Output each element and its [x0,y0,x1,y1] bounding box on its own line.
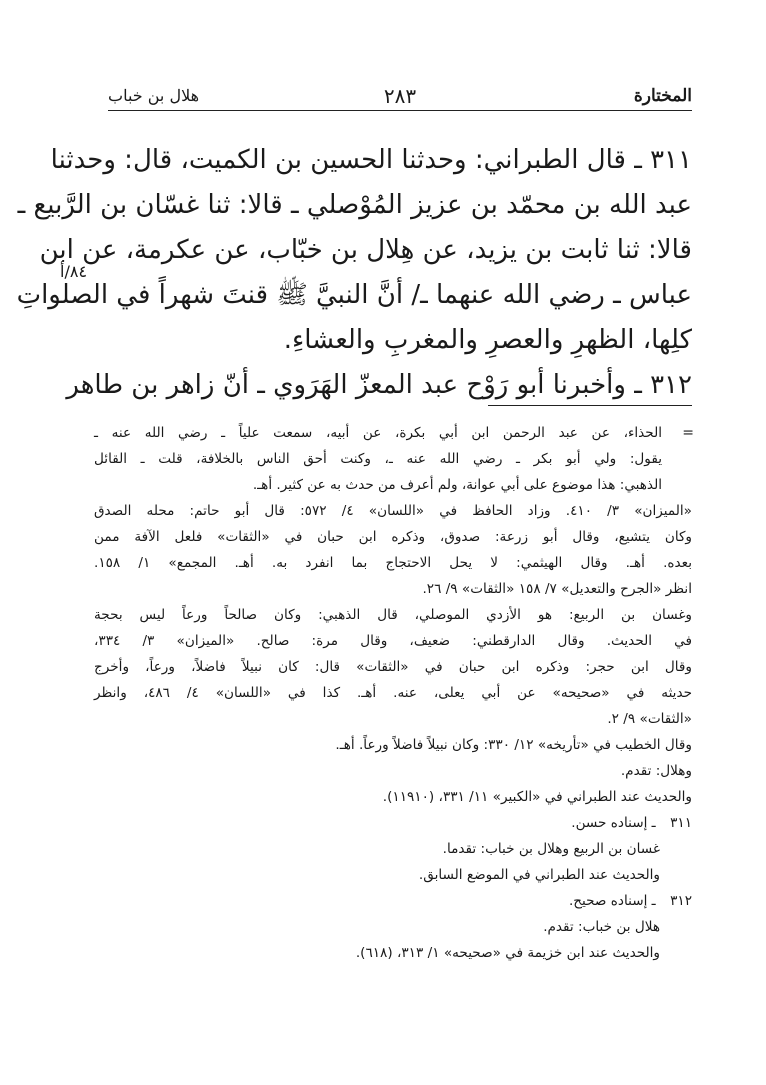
footnote-line: «الميزان» ٣/ ٤١٠. وزاد الحافظ في «اللسان» ٤/ ٥٧٢: قال أبو حاتم: محله الصدق [94,503,692,519]
footnote-line: وكان يتشيع، وقال أبو زرعة: صدوق، وذكره ابن حبان في «الثقات» فلعل الآفة ممن [94,529,692,545]
footnote-line: «الثقات» ٩/ ٢. [607,711,692,727]
footnote-item-312 [94,888,692,966]
footnote-line: والحديث عند الطبراني في «الكبير» ١١/ ٣٣١، (١١٩١٠). [382,789,692,805]
footnote-item-number: ٣١٢ [670,893,692,909]
main-text-line: ٣١١ ـ قال الطبراني: وحدثنا الحسين بن الكميت، قال: وحدثنا [50,145,692,175]
manuscript-folio-ref: ٨٤/أ [60,262,88,281]
footnotes [94,420,692,966]
footnote-line: ـ إسناده صحيح. [568,893,656,909]
footnote-line: انظر «الجرح والتعديل» ٧/ ١٥٨ «الثقات» ٩/ ٢٦. [422,581,692,597]
footnote-rule [488,405,692,406]
continuation-mark: = [682,425,694,441]
footnote-item-number: ٣١١ [670,815,692,831]
footnote-item-311 [94,810,692,888]
main-text-line: كلِها، الظهرِ والعصرِ والمغربِ والعشاءِ. [283,325,692,355]
main-text-line: قالا: ثنا ثابت بن يزيد، عن هِلال بن خبّاب، عن عكرمة، عن ابن [39,235,692,265]
header-book-title: المختارة [633,86,692,106]
footnote-line: في الحديث. وقال الدارقطني: ضعيف، وقال مرة: صالح. «الميزان» ٣/ ٣٣٤، [94,633,692,649]
page-number: ٢٨٣ [383,84,417,108]
page-header [108,80,692,110]
footnote-line: بعده. أهـ. وقال الهيثمي: لا يحل الاحتجاج بما انفرد به. أهـ. المجمع» ١/ ١٥٨. [94,555,692,571]
footnote-line: ـ إسناده حسن. [571,815,656,831]
main-text-line: عبد الله بن محمّد بن عزيز المُوْصلي ـ قالا: ثنا غسّان بن الرَّبيع ـ [17,190,692,220]
footnote-line: حديثه في «صحيحه» عن أبي يعلى، عنه. أهـ. كذا في «اللسان» ٤/ ٤٨٦، وانظر [94,685,692,701]
footnote-line: والحديث عند ابن خزيمة في «صحيحه» ١/ ٣١٣، (٦١٨). [355,945,660,961]
main-text-line: ٣١٢ ـ وأخبرنا أبو رَوْح عبد المعزّ الهَرَوي ـ أنّ زاهر بن طاهر [66,370,692,400]
header-rule [108,110,692,111]
header-chapter-title: هلال بن خباب [108,86,200,105]
footnote-continuation-block [94,420,692,498]
footnote-paragraph [94,498,692,810]
footnote-line: الذهبي: هذا موضوع على أبي عوانة، ولم أعرف من حدث به عن كثير. أهـ. [252,477,662,493]
footnote-line: هلال بن خباب: تقدم. [543,919,660,935]
footnote-line: وهلال: تقدم. [620,763,692,779]
footnote-line: وغسان بن الربيع: هو الأزدي الموصلي، قال الذهبي: وكان صالحاً ورعاً ليس بحجة [94,607,692,623]
footnote-line: الحذاء، عن عبد الرحمن ابن أبي بكرة، عن أبيه، سمعت علياً ـ رضي الله عنه ـ [94,425,662,441]
footnote-line: يقول: ولي أبو بكر ـ رضي الله عنه ـ، وكنت أحق الناس بالخلافة، قلت ـ القائل [94,451,662,467]
footnote-line: وقال الخطيب في «تأريخه» ١٢/ ٣٣٠: وكان نبيلاً فاضلاً ورعاً. أهـ. [335,737,692,753]
footnote-line: غسان بن الربيع وهلال بن خباب: تقدما. [442,841,660,857]
main-text-line: عباس ـ رضي الله عنهما ـ/ أنَّ النبيَّ ﷺ قنتَ شهراً في الصلواتِ [16,280,692,310]
footnote-line: وقال ابن حجر: وذكره ابن حبان في «الثقات» قال: كان نبيلاً فاضلاً، ورعاً، وأخرج [94,659,692,675]
footnote-item-head [94,888,692,914]
footnote-item-head [94,810,692,836]
footnote-line: والحديث عند الطبراني في الموضع السابق. [418,867,660,883]
